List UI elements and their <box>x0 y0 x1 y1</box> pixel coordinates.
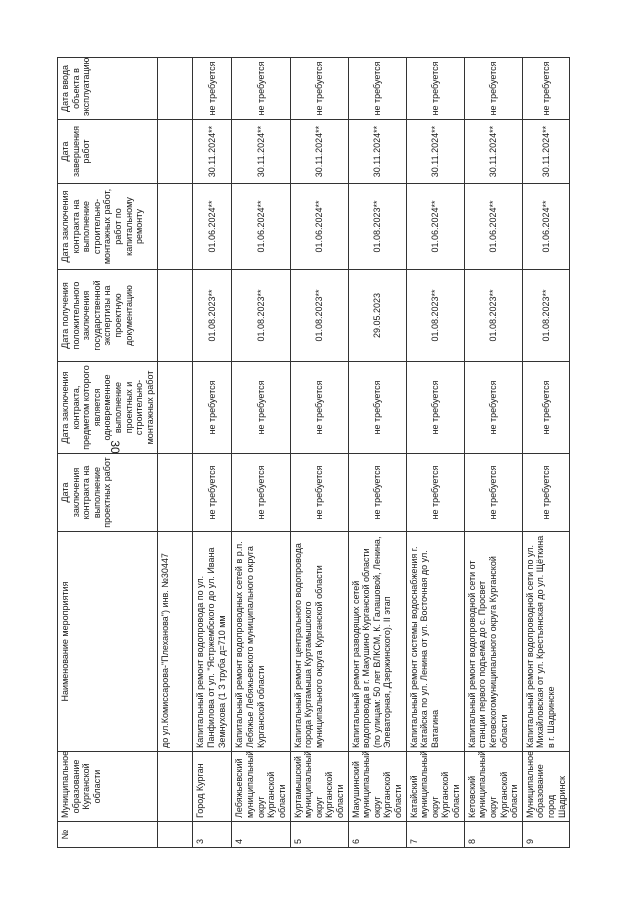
cell-design-contract: не требуется <box>348 453 406 531</box>
cell-commission-date: не требуется <box>290 57 348 119</box>
cell-commission-date: не требуется <box>348 57 406 119</box>
table-row-continuation <box>158 57 193 847</box>
cell-combined-contract: не требуется <box>193 361 232 453</box>
cell-commission-date: не требуется <box>232 57 290 119</box>
table-row <box>522 57 569 847</box>
cell-municipality: Катайский муниципальный округ Курганской области <box>406 751 464 821</box>
cell-commission-date: не требуется <box>522 57 569 119</box>
cell-expertise: 01.08.2023** <box>464 269 522 361</box>
cell-construction-contract: 01.08.2023** <box>348 183 406 269</box>
table-row <box>290 57 348 847</box>
cell-combined-contract: не требуется <box>464 361 522 453</box>
col-header-design-contract: Дата заключения контракта на выполнение проектных работ <box>58 453 158 531</box>
col-header-municipality: Муниципальное образование Курганской области <box>58 751 158 821</box>
cell-finish-date: 30.11.2024** <box>348 119 406 183</box>
cell-design-contract: не требуется <box>406 453 464 531</box>
cell-number: 7 <box>406 821 464 847</box>
col-header-expertise: Дата получения положительного заключения государственной экспертизы на проектную документацию <box>58 269 158 361</box>
cell-expertise: 01.08.2023** <box>232 269 290 361</box>
cell-combined-contract: не требуется <box>232 361 290 453</box>
cell-event: до ул.Комиссарова-"Плеханова") инв. №30447 <box>158 531 193 751</box>
cell-finish-date: 30.11.2024** <box>406 119 464 183</box>
cell-combined-contract: не требуется <box>406 361 464 453</box>
cell-expertise: 01.08.2023** <box>406 269 464 361</box>
cell-combined-contract: не требуется <box>522 361 569 453</box>
cell-construction-contract: 01.06.2024** <box>193 183 232 269</box>
cell-combined-contract: не требуется <box>348 361 406 453</box>
table-header-row <box>58 57 158 847</box>
cell-construction-contract: 01.06.2024** <box>406 183 464 269</box>
col-header-finish-date: Дата завершения работ <box>58 119 158 183</box>
cell-event: Капитальный ремонт водопроводных сетей в р.п. Лебяжье Лебяжьевского муниципального округа Курганской области <box>232 531 290 751</box>
cell-finish-date: 30.11.2024** <box>193 119 232 183</box>
cell-design-contract: не требуется <box>464 453 522 531</box>
col-header-number: № <box>58 821 158 847</box>
cell-finish-date: 30.11.2024** <box>464 119 522 183</box>
cell-construction-contract: 01.06.2024** <box>232 183 290 269</box>
table-row <box>193 57 232 847</box>
cell-number: 9 <box>522 821 569 847</box>
cell-combined-contract: не требуется <box>290 361 348 453</box>
cell-event: Капитальный ремонт разводящих сетей водопровода в г. Макушино Курганской области (по улицам: 50 лет ВЛКСМ, К. Галашовой, Ленина, Элеваторная, Дзержинского). II этап <box>348 531 406 751</box>
cell-design-contract: не требуется <box>193 453 232 531</box>
cell-number: 6 <box>348 821 406 847</box>
table-row <box>348 57 406 847</box>
cell-commission-date: не требуется <box>406 57 464 119</box>
rotated-page-content <box>57 58 583 848</box>
cell-event: Капитальный ремонт системы водоснабжения г. Катайска по ул. Ленина от ул. Восточная до ул. Ватагина <box>406 531 464 751</box>
cell-expertise: 01.08.2023** <box>193 269 232 361</box>
col-header-construction-contract: Дата заключения контракта на выполнение строительно-монтажных работ, работ по капитальному ремонту <box>58 183 158 269</box>
cell-design-contract: не требуется <box>232 453 290 531</box>
cell-municipality: Макушинский муниципальный округ Курганской области <box>348 751 406 821</box>
cell-municipality: Лебяжьевский муниципальный округ Курганской области <box>232 751 290 821</box>
cell-finish-date: 30.11.2024** <box>522 119 569 183</box>
cell-event: Капитальный ремонт центрального водопровода города Куртамыша Куртамышского муниципального округа Курганской области <box>290 531 348 751</box>
cell-design-contract: не требуется <box>522 453 569 531</box>
cell-event: Капитальный ремонт водопроводной сети по ул. Михайловская от ул. Крестьянская до ул. Щёткина в г. Шадринске <box>522 531 569 751</box>
cell-construction-contract: 01.06.2024** <box>522 183 569 269</box>
cell-construction-contract: 01.06.2024** <box>290 183 348 269</box>
cell-design-contract: не требуется <box>290 453 348 531</box>
cell-municipality: Муниципальное образование город Шадринск <box>522 751 569 821</box>
col-header-event: Наименование мероприятия <box>58 531 158 751</box>
cell-number: 8 <box>464 821 522 847</box>
col-header-commission-date: Дата ввода объекта в эксплуатацию <box>58 57 158 119</box>
cell-commission-date: не требуется <box>193 57 232 119</box>
cell-expertise: 29.05.2023 <box>348 269 406 361</box>
cell-construction-contract: 01.06.2024** <box>464 183 522 269</box>
cell-municipality: Куртамышский муниципальный округ Курганской области <box>290 751 348 821</box>
page-number: 30 <box>108 440 122 454</box>
cell-event: Капитальный ремонт водопроводной сети от станции первого подъема до с. Просвет Кетовскогомуниципального округа Курганской области <box>464 531 522 751</box>
table-row <box>464 57 522 847</box>
col-header-combined-contract: Дата заключения контракта, предметом которого является одновременное выполнение проектных и строительно-монтажных работ <box>58 361 158 453</box>
cell-number: 3 <box>193 821 232 847</box>
cell-municipality: Кетовский муниципальный округ Курганской области <box>464 751 522 821</box>
cell-commission-date: не требуется <box>464 57 522 119</box>
cell-finish-date: 30.11.2024** <box>290 119 348 183</box>
cell-expertise: 01.08.2023** <box>522 269 569 361</box>
cell-municipality: Город Курган <box>193 751 232 821</box>
cell-expertise: 01.08.2023** <box>290 269 348 361</box>
cell-finish-date: 30.11.2024** <box>232 119 290 183</box>
cell-number: 4 <box>232 821 290 847</box>
table-row <box>406 57 464 847</box>
table-row <box>232 57 290 847</box>
cell-event: Капитальный ремонт водопровода по ул. Панфилова от ул. "Ястржембского до ул. Ивана Земнухова (1 З труба д=710 мм <box>193 531 232 751</box>
events-table <box>57 57 570 848</box>
cell-number: 5 <box>290 821 348 847</box>
